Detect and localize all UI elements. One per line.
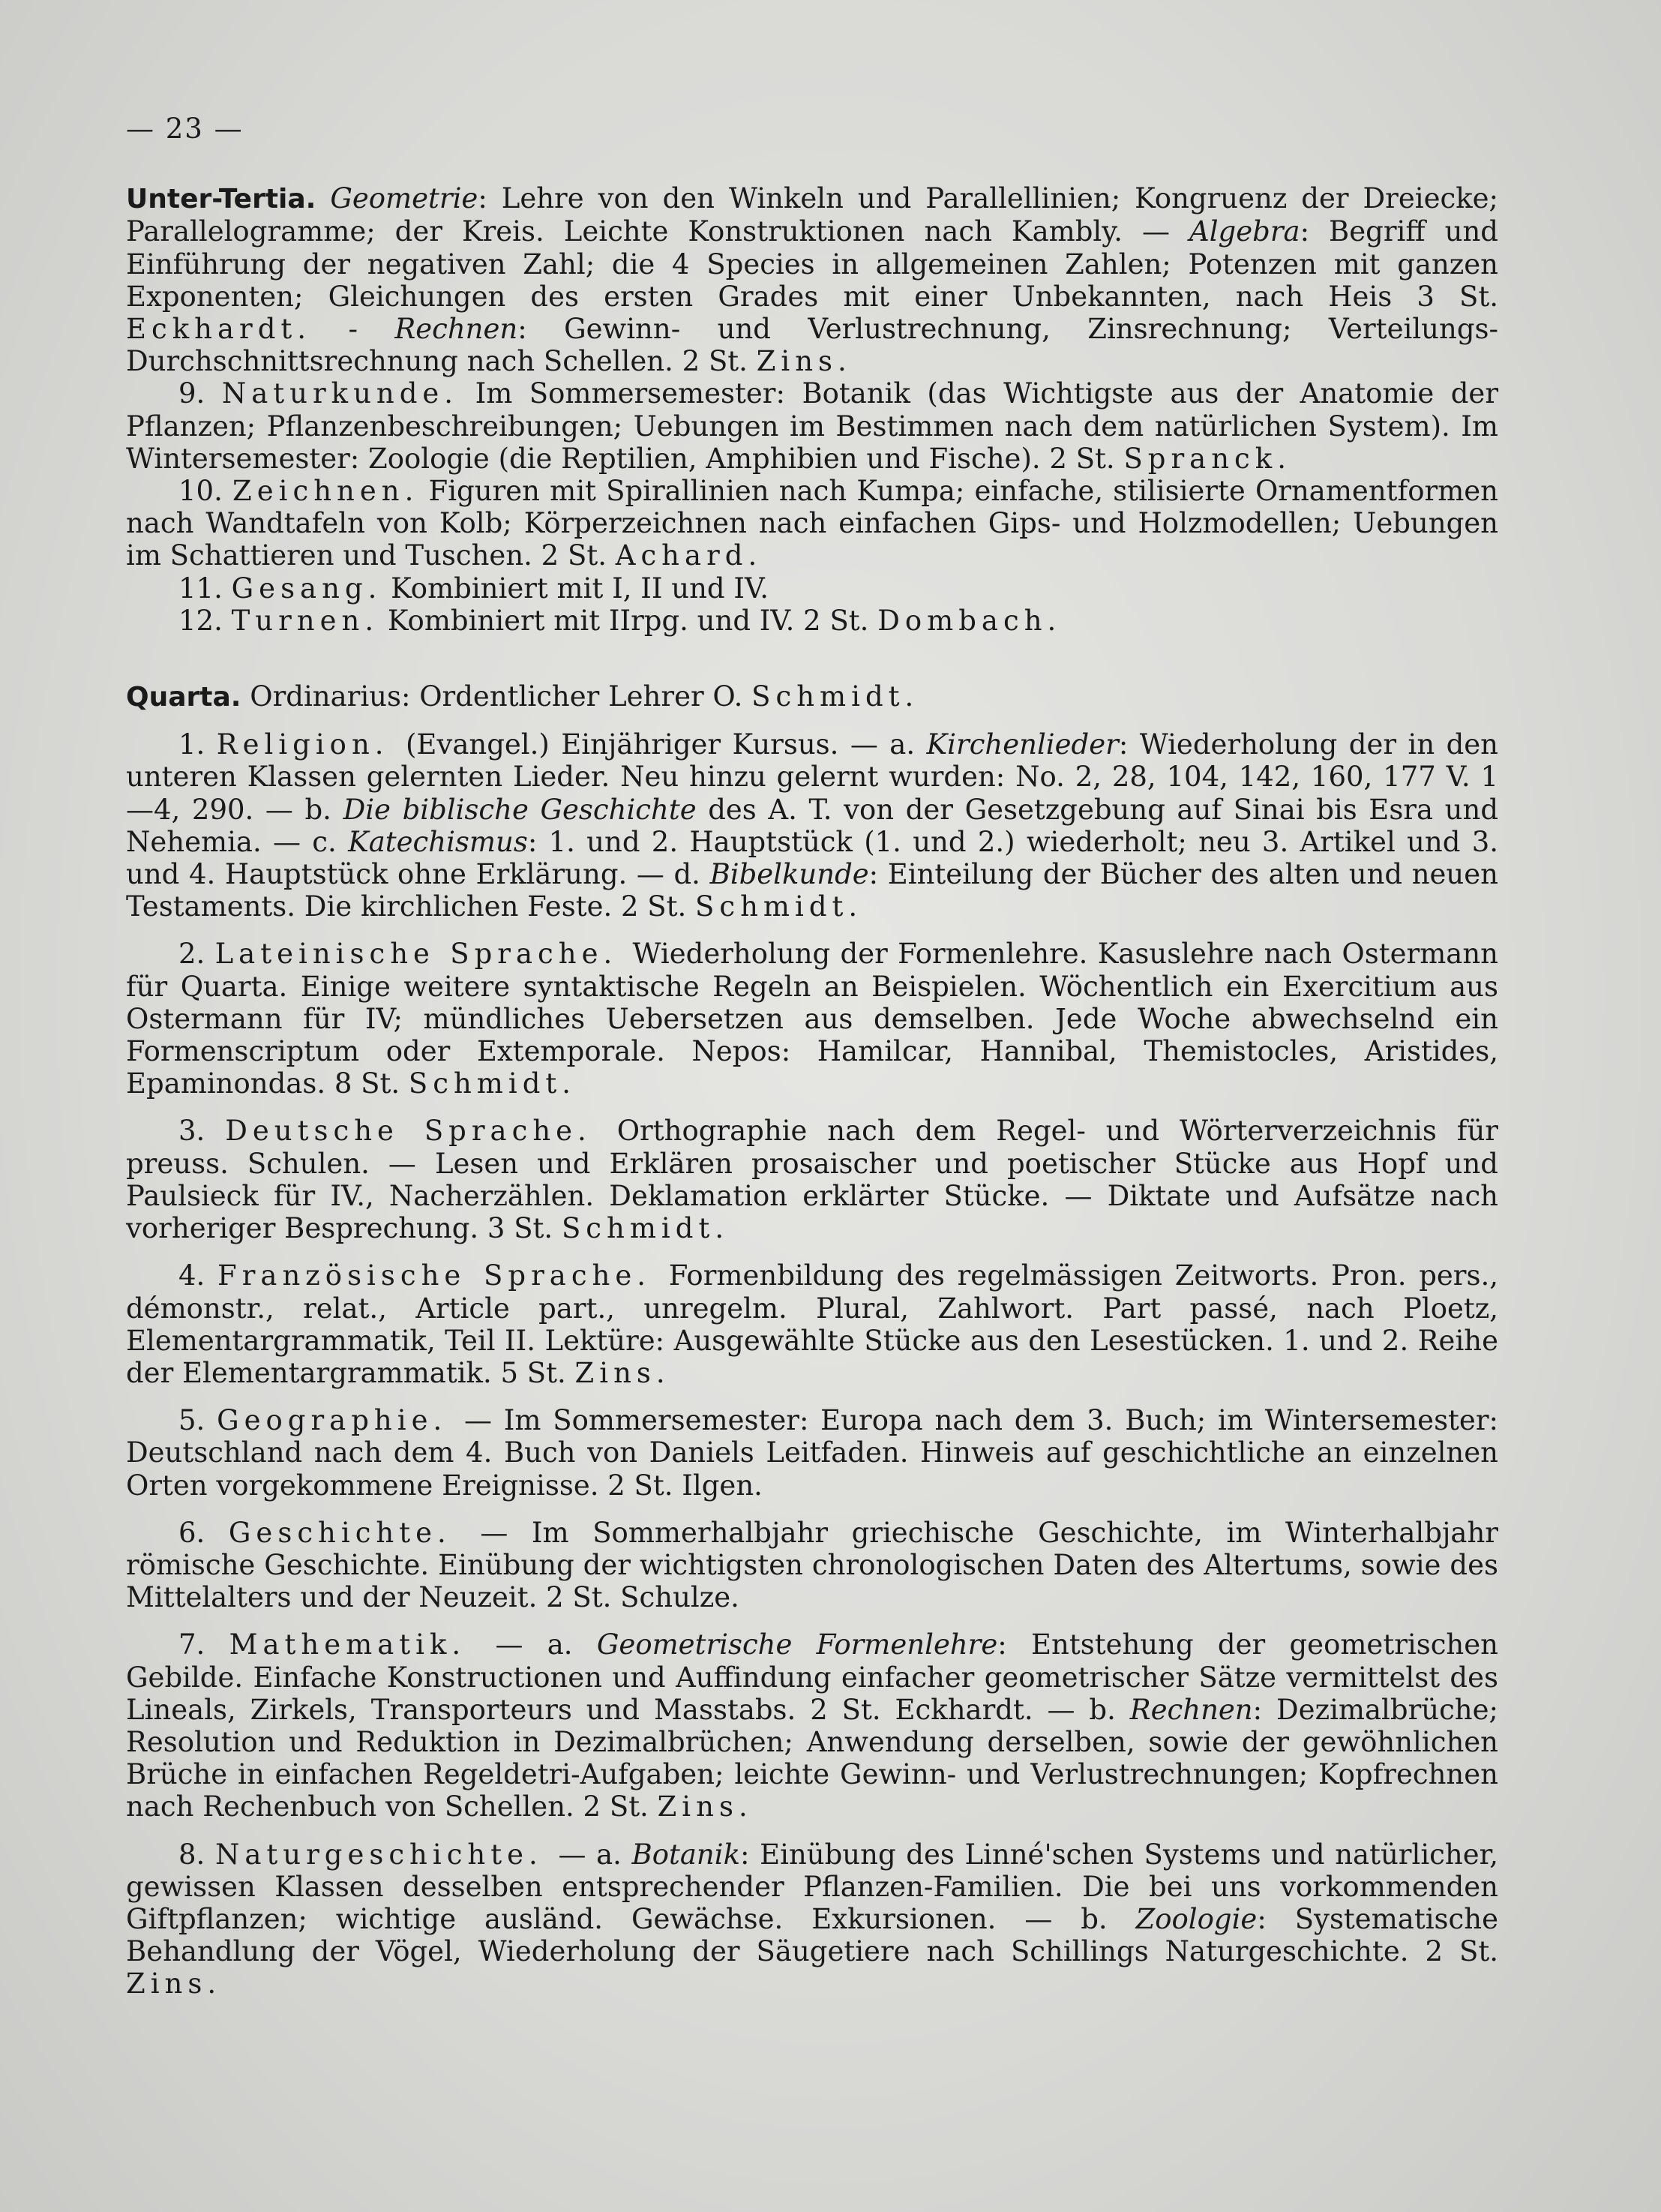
body-text: : Gewinn- und Verlustrechnung, Zinsrechnung; Verteilungs-Durchschnittsrechnung nach Schellen. 2 St.	[126, 313, 1498, 378]
teacher-name: Schmidt.	[695, 890, 863, 923]
body-text: : Einübung des Linné'schen Systems und natürlicher, gewissen Klassen desselben entsprechender Pflanzen-Familien. Die bei uns vorkommenden Giftpflanzen; wichtige ausländ. Gewächse. Exkursionen. — b.	[126, 1838, 1498, 1935]
subject-name: Deutsche Sprache.	[225, 1115, 617, 1148]
unter-tertia-subject-list	[126, 377, 1498, 637]
subject-name: Naturkunde.	[221, 377, 459, 410]
subject-name: Religion.	[216, 728, 406, 761]
unter-tertia-mathematik-text	[126, 182, 1498, 377]
body-text: — a.	[495, 1628, 597, 1661]
italic-term: Geometrische Formenlehre	[596, 1628, 998, 1661]
subject-number: 2.	[178, 938, 215, 971]
ordinarius-label: Ordinarius: Ordentlicher Lehrer O.	[250, 680, 743, 713]
subject-entry	[126, 938, 1498, 1100]
subject-name: Turnen.	[231, 604, 379, 637]
italic-term: Rechnen	[1129, 1693, 1253, 1726]
body-text: : Begriff und Einführung der negativen Zahl; die 4 Species in allgemeinen Zahlen; Potenzen mit ganzen Exponenten; Gleichungen des ersten Grades mit einer Unbekannten, nach Heis 3 St.	[126, 215, 1498, 313]
subject-entry	[126, 1259, 1498, 1389]
body-text: : Dezimalbrüche; Resolution und Reduktion in Dezimalbrüchen; Anwendung derselben, sowie der gewöhnlichen Brüche in einfachen Regeldetri-Aufgaben; leichte Gewinn- und Verlustrechnungen; Kopfrechnen nach Rechenbuch von Schellen. 2 St.	[126, 1693, 1498, 1823]
italic-term: Die biblische Geschichte	[343, 793, 697, 826]
teacher-name: Eckhardt.	[126, 313, 312, 346]
subject-name: Zeichnen.	[232, 475, 419, 508]
subject-number: 10.	[178, 475, 223, 508]
subject-entry	[126, 572, 1498, 605]
subject-number: 7.	[178, 1628, 229, 1661]
italic-term: Geometrie	[330, 182, 478, 215]
teacher-name: Zins.	[756, 345, 852, 378]
body-text: -	[311, 313, 395, 346]
body-text: : Entstehung der geometrischen Gebilde. Einfache Konstructionen und Auffindung einfacher geometrischer Sätze vermittelst des Lineals, Zirkels, Transporteurs und Masstabs. 2 St. Eckhardt. — b.	[126, 1628, 1498, 1726]
subject-number: 8.	[178, 1838, 215, 1871]
subject-body: Kombiniert mit IIrpg. und IV. 2 St.	[387, 604, 869, 637]
teacher-name: Schmidt.	[561, 1212, 730, 1245]
section-heading-unter-tertia: Unter-Tertia.	[126, 184, 316, 215]
subject-number: 9.	[178, 377, 205, 410]
subject-name: Geographie.	[217, 1404, 465, 1437]
body-text: — Im Sommerhalbjahr griechische Geschichte, im Winterhalbjahr römische Geschichte. Einübung der wichtigsten chronologischen Daten des Altertums, sowie des Mittelalters und der Neuzeit. 2 St. Schulze.	[126, 1516, 1498, 1614]
subject-number: 6.	[178, 1516, 229, 1549]
teacher-name: Schmidt.	[408, 1067, 577, 1100]
italic-term: Bibelkunde	[709, 858, 869, 891]
subject-entry	[126, 728, 1498, 923]
subject-body: Im Sommersemester: Botanik (das Wichtigste aus der Anatomie der Pflanzen; Pflanzenbeschreibungen; Uebungen im Bestimmen nach dem natürlichen System). Im Wintersemester: Zoologie (die Reptilien, Amphibien und Fische). 2 St.	[126, 377, 1499, 475]
subject-entry	[126, 475, 1498, 572]
italic-term: Botanik	[631, 1838, 741, 1871]
subject-entry	[126, 605, 1498, 637]
quarta-subject-list	[126, 728, 1498, 2000]
subject-teacher: Achard.	[615, 539, 763, 572]
body-text: des A. T. von der Gesetzgebung auf Sinai bis Esra und Nehemia. — c.	[126, 793, 1498, 858]
subject-number: 11.	[178, 572, 223, 605]
subject-teacher: Spranck.	[1123, 442, 1291, 475]
subject-number: 12.	[178, 604, 223, 637]
italic-term: Rechnen	[394, 313, 518, 346]
body-text: — Im Sommersemester: Europa nach dem 3. Buch; im Wintersemester: Deutschland nach dem 4. Buch von Daniels Leitfaden. Hinweis auf geschichtliche an einzelnen Orten vorgekommene Ereignisse. 2 St. Ilgen.	[126, 1404, 1498, 1502]
unter-tertia-mathematik-paragraph	[126, 182, 1498, 377]
subject-number: 1.	[178, 728, 217, 761]
subject-name: Geschichte.	[228, 1516, 481, 1549]
body-text: — a.	[558, 1838, 632, 1871]
page-number: — 23 —	[126, 113, 244, 145]
body-text: : Wiederholung der in den unteren Klassen gelernten Lieder. Neu hinzu gelernt wurden: No. 2, 28, 104, 142, 160, 177 V. 1—4, 290. — b.	[126, 728, 1498, 826]
body-text: : Systematische Behandlung der Vögel, Wiederholung der Säugetiere nach Schillings Naturgeschichte. 2 St.	[126, 1902, 1498, 1968]
subject-entry	[126, 377, 1498, 475]
subject-entry	[126, 1404, 1498, 1502]
subject-entry	[126, 1628, 1498, 1823]
subject-teacher: Dombach.	[877, 604, 1062, 637]
body-text: Formenbildung des regelmässigen Zeitworts. Pron. pers., démonstr., relat., Article part., unregelm. Plural, Zahlwort. Part passé, nach Ploetz, Elementargrammatik, Teil II. Lektüre: Ausgewählte Stücke aus den Lesestücken. 1. und 2. Reihe der Elementargrammatik. 5 St.	[126, 1259, 1498, 1389]
subject-number: 5.	[178, 1404, 217, 1437]
subject-name: Gesang.	[231, 572, 382, 605]
body-text: (Evangel.) Einjähriger Kursus. — a.	[405, 728, 927, 761]
body-text: : 1. und 2. Hauptstück (1. und 2.) wiederholt; neu 3. Artikel und 3. und 4. Hauptstück ohne Erklärung. — d.	[126, 825, 1498, 891]
body-text: : Lehre von den Winkeln und Parallellinien; Kongruenz der Dreiecke; Parallelogramme; der Kreis. Leichte Konstruktionen nach Kambly. —	[126, 182, 1498, 248]
subject-entry	[126, 1517, 1498, 1614]
italic-term: Zoologie	[1135, 1902, 1258, 1935]
subject-name: Lateinische Sprache.	[214, 938, 633, 971]
subject-number: 4.	[178, 1259, 218, 1292]
teacher-name: Zins.	[657, 1790, 753, 1823]
subject-body: Figuren mit Spirallinien nach Kumpa; einfache, stilisierte Ornamentformen nach Wandtafeln von Kolb; Körperzeichnen nach einfachen Gips- und Holzmodellen; Uebungen im Schattieren und Tuschen. 2 St.	[126, 475, 1498, 572]
body-text: Wiederholung der Formenlehre. Kasuslehre nach Ostermann für Quarta. Einige weitere syntaktische Regeln an Beispielen. Wöchentlich ein Exercitium aus Ostermann für IV; mündliches Uebersetzen aus demselben. Jede Woche abwechselnd ein Formenscriptum oder Extemporale. Nepos: Hamilcar, Hannibal, Themistocles, Aristides, Epaminondas. 8 St.	[126, 938, 1498, 1100]
subject-entry	[126, 1838, 1498, 2000]
subject-body: Kombiniert mit I, II und IV.	[391, 572, 769, 605]
section-heading-quarta: Quarta.	[126, 682, 241, 713]
teacher-name: Zins.	[574, 1356, 670, 1389]
subject-name: Französische Sprache.	[217, 1259, 669, 1292]
subject-number: 3.	[178, 1115, 226, 1148]
subject-entry	[126, 1115, 1498, 1244]
subject-name: Mathematik.	[229, 1628, 496, 1661]
body-text: Orthographie nach dem Regel- und Wörterverzeichnis für preuss. Schulen. — Lesen und Erklären prosaischer und poetischer Stücke aus Hopf und Paulsieck für IV., Nacherzählen. Deklamation erklärter Stücke. — Diktate und Aufsätze nach vorheriger Besprechung. 3 St.	[126, 1115, 1498, 1245]
ordinarius-name: Schmidt.	[751, 680, 919, 713]
italic-term: Katechismus	[348, 825, 528, 858]
subject-name: Naturgeschichte.	[214, 1838, 559, 1871]
teacher-name: Zins.	[126, 1967, 222, 2000]
text-block	[126, 113, 1498, 2000]
quarta-heading-line	[126, 680, 1498, 713]
italic-term: Algebra	[1189, 215, 1300, 248]
italic-term: Kirchenlieder	[926, 728, 1119, 761]
body-text: : Einteilung der Bücher des alten und neuen Testaments. Die kirchlichen Feste. 2 St.	[126, 858, 1498, 923]
